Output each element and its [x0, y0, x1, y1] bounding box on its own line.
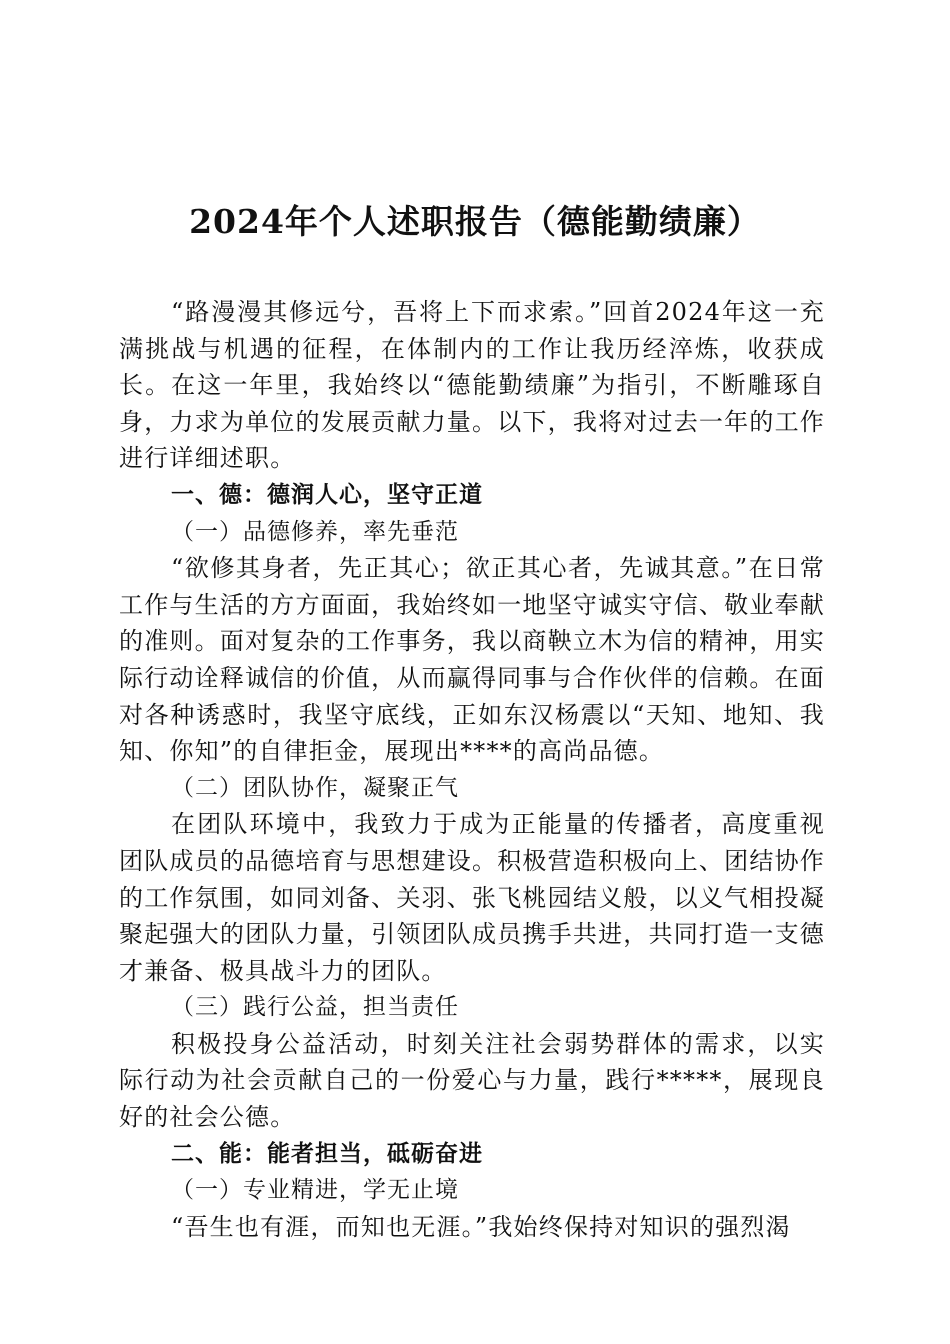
paragraph-professional: “吾生也有涯，而知也无涯。”我始终保持对知识的强烈渴: [171, 1212, 791, 1241]
section-heading-de: 一、德：德润人心，坚守正道: [171, 481, 483, 508]
paragraph-team: 在团队环境中，我致力于成为正能量的传播者，高度重视团队成员的品德培育与思想建设。积极营造积极向上、团结协作的工作氛围，如同刘备、关羽、张飞桃园结义般，以义气相投凝聚起强大的团队力量，引领团队成员携手共进，共同打造一支德才兼备、极具战斗力的团队。: [119, 810, 825, 985]
subsection-heading-team: （二）团队协作，凝聚正气: [171, 774, 459, 801]
page-title: 2024年个人述职报告（德能勤绩廉）: [189, 202, 761, 241]
subsection-heading-moral: （一）品德修养，率先垂范: [171, 518, 459, 545]
paragraph-moral: “欲修其身者，先正其心；欲正其心者，先诚其意。”在日常工作与生活的方方面面，我始终如一地坚守诚实守信、敬业奉献的准则。面对复杂的工作事务，我以商鞅立木为信的精神，用实际行动诠释诚信的价值，从而赢得同事与合作伙伴的信赖。在面对各种诱惑时，我坚守底线，正如东汉杨震以“天知、地知、我知、你知”的自律拒金，展现出****的高尚品德。: [119, 554, 825, 766]
section-heading-neng: 二、能：能者担当，砥砺奋进: [171, 1140, 483, 1167]
paragraph-public-welfare: 积极投身公益活动，时刻关注社会弱势群体的需求，以实际行动为社会贡献自己的一份爱心与力量，践行*****，展现良好的社会公德。: [119, 1029, 825, 1132]
document-body: [119, 294, 825, 1245]
subsection-heading-public-welfare: （三）践行公益，担当责任: [171, 994, 459, 1021]
subsection-heading-professional: （一）专业精进，学无止境: [171, 1177, 459, 1204]
paragraph-intro: “路漫漫其修远兮，吾将上下而求索。”回首2024年这一充满挑战与机遇的征程，在体制内的工作让我历经淬炼，收获成长。在这一年里，我始终以“德能勤绩廉”为指引，不断雕琢自身，力求为单位的发展贡献力量。以下，我将对过去一年的工作进行详细述职。: [119, 298, 825, 473]
